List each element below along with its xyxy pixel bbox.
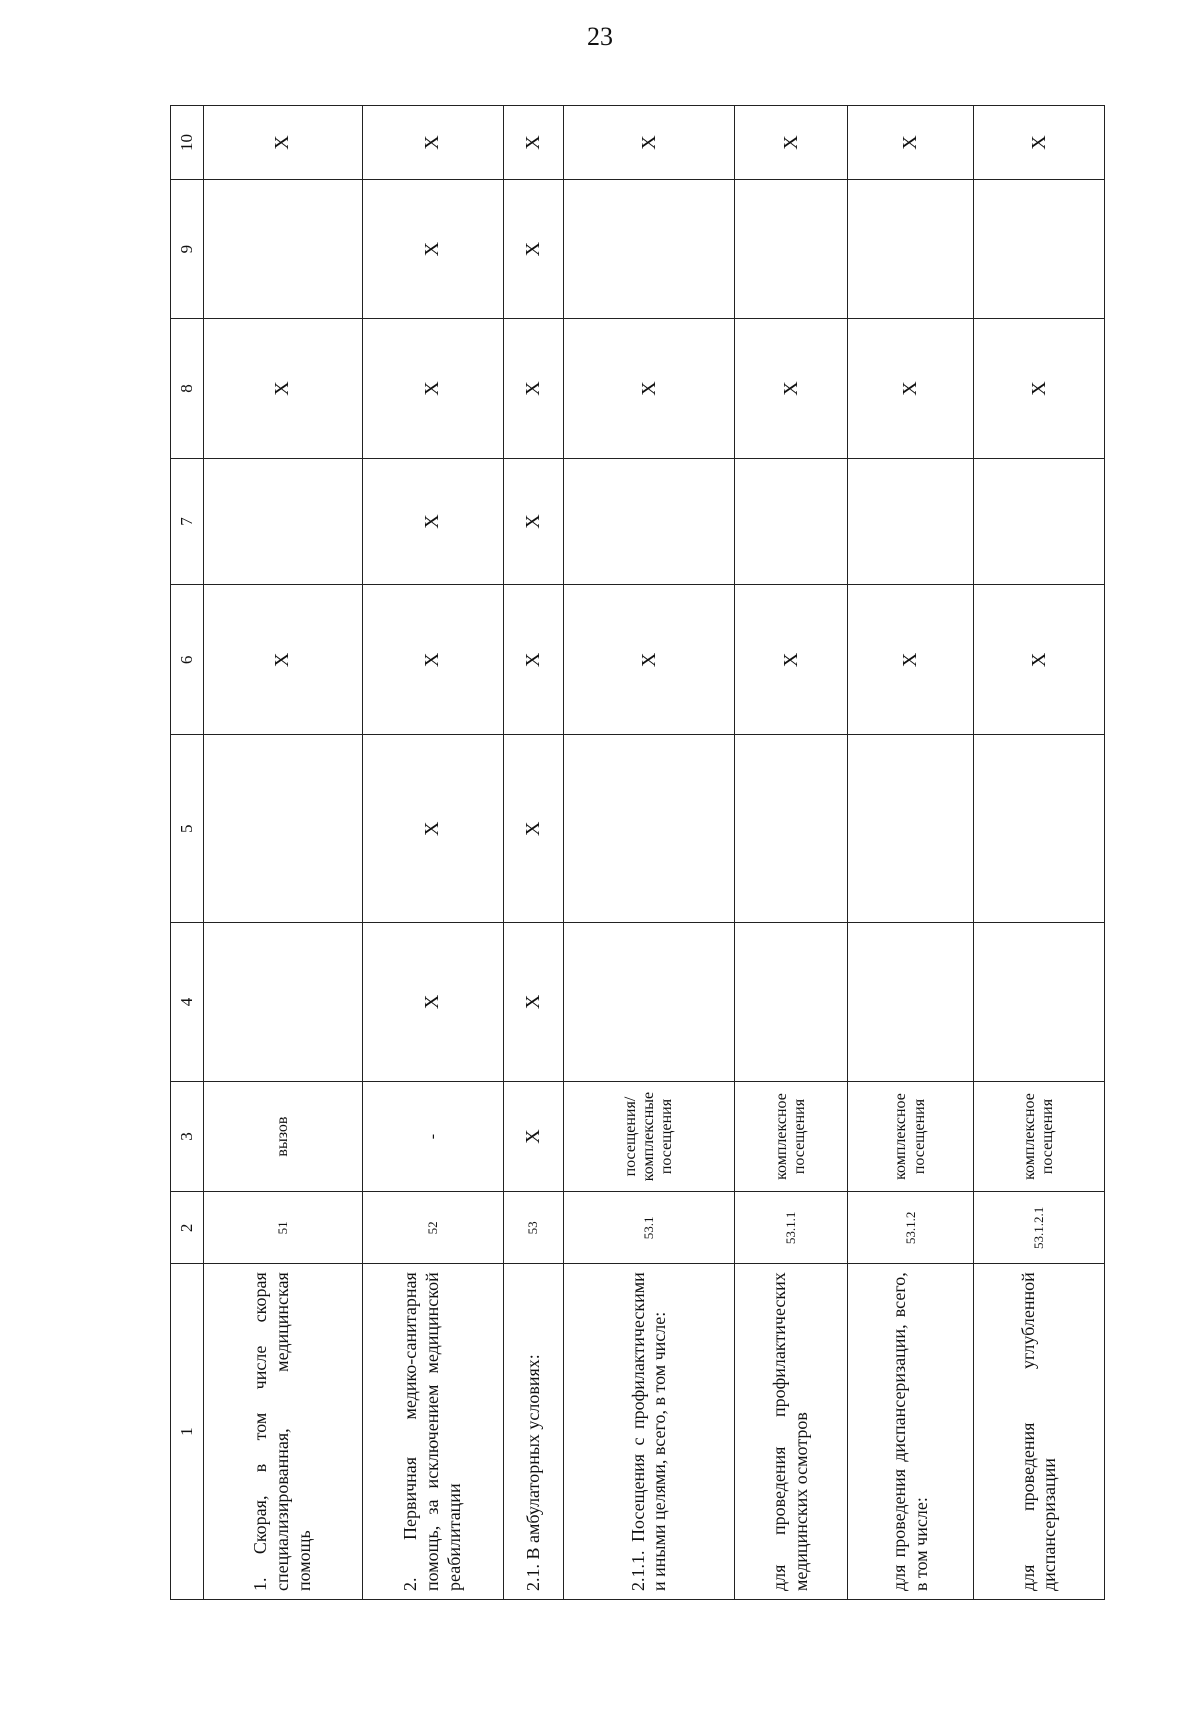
rotated-table-container	[170, 105, 1105, 1600]
cell-col5: X	[362, 735, 503, 923]
row-code: 52	[362, 1192, 503, 1264]
column-header: 2	[171, 1192, 204, 1264]
cell-col6: X	[503, 585, 563, 735]
row-unit: комплексное посещения	[735, 1081, 847, 1192]
page-number: 23	[587, 22, 613, 51]
cell-col9: X	[503, 179, 563, 318]
cell-col7	[735, 458, 847, 585]
column-header: 7	[171, 458, 204, 585]
cell-col8: X	[847, 319, 973, 458]
cell-col10: X	[563, 106, 734, 180]
cell-col8: X	[563, 319, 734, 458]
row-code: 53.1	[563, 1192, 734, 1264]
cell-col5: X	[503, 735, 563, 923]
cell-col10: X	[503, 106, 563, 180]
table-row	[503, 106, 563, 1600]
cell-col9	[735, 179, 847, 318]
row-name: для проведения диспансеризации, всего, в том числе:	[847, 1264, 973, 1600]
row-code: 53.1.2.1	[974, 1192, 1105, 1264]
row-unit: вызов	[204, 1081, 363, 1192]
cell-col6: X	[735, 585, 847, 735]
cell-col9	[563, 179, 734, 318]
row-code: 53.1.1	[735, 1192, 847, 1264]
row-name: 1. Скорая, в том числе скорая специализированная, медицинская помощь	[204, 1264, 363, 1600]
cell-col8: X	[362, 319, 503, 458]
column-header: 4	[171, 923, 204, 1081]
row-name: для проведения углубленной диспансеризации	[974, 1264, 1105, 1600]
cell-col4	[847, 923, 973, 1081]
column-header: 10	[171, 106, 204, 180]
table-row	[362, 106, 503, 1600]
cell-col8: X	[735, 319, 847, 458]
cell-col7: X	[362, 458, 503, 585]
cell-col10: X	[204, 106, 363, 180]
column-header: 9	[171, 179, 204, 318]
cell-col10: X	[974, 106, 1105, 180]
cell-col8: X	[974, 319, 1105, 458]
cell-col9: X	[362, 179, 503, 318]
column-header: 5	[171, 735, 204, 923]
row-name: для проведения профилактических медицинских осмотров	[735, 1264, 847, 1600]
column-header: 6	[171, 585, 204, 735]
row-unit: комплексное посещения	[974, 1081, 1105, 1192]
cell-col7	[847, 458, 973, 585]
cell-col7	[204, 458, 363, 585]
cell-col10: X	[362, 106, 503, 180]
cell-col6: X	[974, 585, 1105, 735]
row-name: 2.1. В амбулаторных условиях:	[503, 1264, 563, 1600]
row-unit: комплексное посещения	[847, 1081, 973, 1192]
cell-col4	[204, 923, 363, 1081]
row-unit: посещения/ комплексные посещения	[563, 1081, 734, 1192]
cell-col6: X	[563, 585, 734, 735]
cell-col5	[847, 735, 973, 923]
column-header: 8	[171, 319, 204, 458]
cell-col5	[735, 735, 847, 923]
cell-col6: X	[847, 585, 973, 735]
cell-col7	[974, 458, 1105, 585]
table-row	[735, 106, 847, 1600]
table-row	[974, 106, 1105, 1600]
cell-col6: X	[204, 585, 363, 735]
table-row	[847, 106, 973, 1600]
table-row	[563, 106, 734, 1600]
column-header: 3	[171, 1081, 204, 1192]
cell-col7	[563, 458, 734, 585]
row-unit: -	[362, 1081, 503, 1192]
cell-col8: X	[503, 319, 563, 458]
row-name: 2. Первичная медико-санитарная помощь, за исключением медицинской реабилитации	[362, 1264, 503, 1600]
cell-col5	[204, 735, 363, 923]
table-header-row	[171, 106, 204, 1600]
cell-col9	[847, 179, 973, 318]
cell-col4	[735, 923, 847, 1081]
data-table	[170, 105, 1105, 1600]
cell-col7: X	[503, 458, 563, 585]
cell-col5	[974, 735, 1105, 923]
row-code: 53.1.2	[847, 1192, 973, 1264]
row-unit: X	[503, 1081, 563, 1192]
cell-col6: X	[362, 585, 503, 735]
column-header: 1	[171, 1264, 204, 1600]
cell-col5	[563, 735, 734, 923]
row-code: 51	[204, 1192, 363, 1264]
row-code: 53	[503, 1192, 563, 1264]
cell-col9	[204, 179, 363, 318]
cell-col4: X	[503, 923, 563, 1081]
cell-col4	[563, 923, 734, 1081]
table-row	[204, 106, 363, 1600]
cell-col4	[974, 923, 1105, 1081]
row-name: 2.1.1. Посещения с профилактическими и иными целями, всего, в том числе:	[563, 1264, 734, 1600]
cell-col10: X	[847, 106, 973, 180]
cell-col4: X	[362, 923, 503, 1081]
cell-col10: X	[735, 106, 847, 180]
cell-col9	[974, 179, 1105, 318]
cell-col8: X	[204, 319, 363, 458]
